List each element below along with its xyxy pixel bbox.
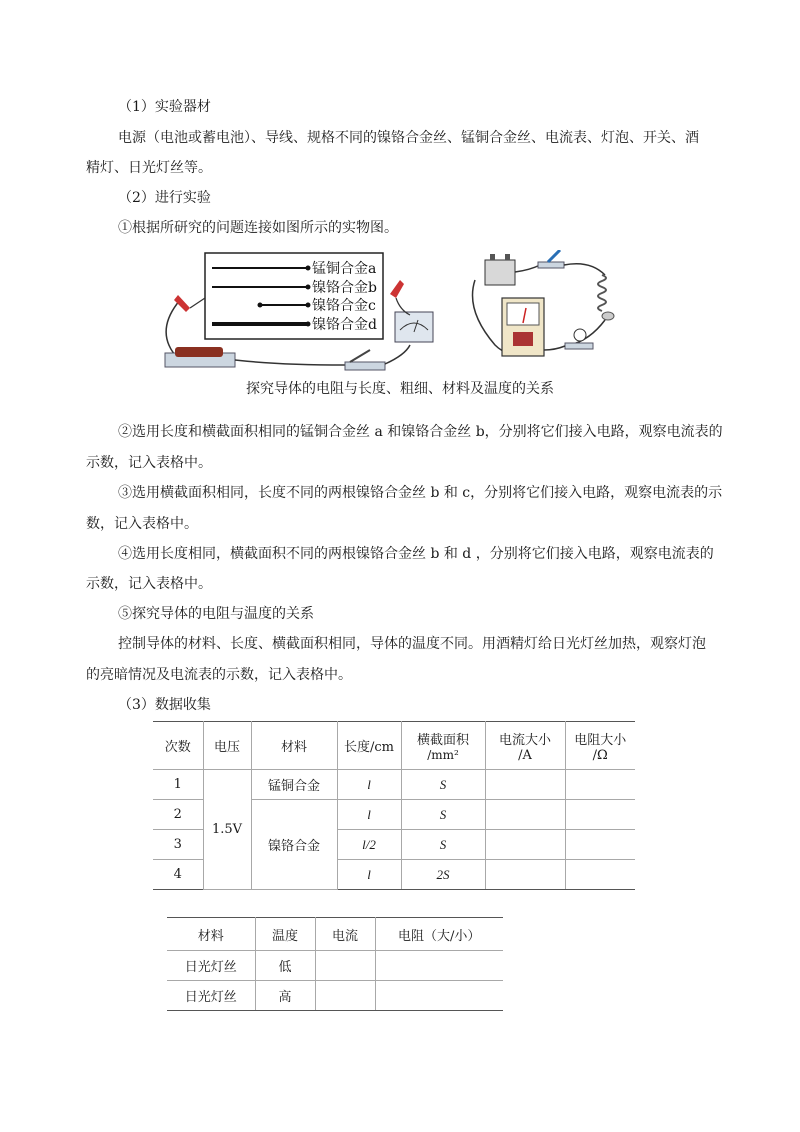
- cell-material-mn: 锰铜合金: [251, 770, 337, 800]
- cell-count: 2: [153, 800, 203, 830]
- cell-area: S: [401, 830, 485, 860]
- step5-line2: 的亮暗情况及电流表的示数，记入表格中。: [86, 667, 352, 683]
- step5-heading: ⑤探究导体的电阻与温度的关系: [118, 606, 314, 622]
- cell-length: l: [337, 800, 401, 830]
- table-row: [167, 981, 503, 1011]
- battery-box-icon: [485, 260, 515, 285]
- header-resistance-line1: 电阻大小: [574, 732, 627, 748]
- cell-material: 日光灯丝: [167, 951, 255, 981]
- cell-area: 2S: [401, 860, 485, 890]
- cell-resistance: [565, 860, 635, 890]
- step4-line2: 示数，记入表格中。: [86, 576, 212, 592]
- header-area-line1: 横截面积: [416, 733, 469, 748]
- section1-paragraph-line2: 精灯、日光灯丝等。: [86, 160, 212, 176]
- step5-line1: 控制导体的材料、长度、横截面积相同，导体的温度不同。用酒精灯给日光灯丝加热，观察灯泡: [118, 636, 706, 652]
- bulb-icon: [574, 329, 586, 341]
- cell-area: S: [401, 770, 485, 800]
- cell-voltage: 1.5V: [203, 770, 251, 890]
- wire-label-a: 锰铜合金a: [312, 261, 377, 277]
- header-current-line1: 电流大小: [498, 732, 551, 748]
- step3-line2: 数，记入表格中。: [86, 516, 198, 532]
- header-area-line2: /mm²: [427, 748, 459, 762]
- cell-count: 3: [153, 830, 203, 860]
- cell-current: [485, 770, 565, 800]
- wire-label-b: 镍铬合金b: [312, 280, 377, 296]
- switch-icon-2: [538, 262, 564, 268]
- step3-line1: ③选用横截面积相同，长度不同的两根镍铬合金丝 b 和 c，分别将它们接入电路，观察电流表的示: [118, 485, 723, 501]
- header-voltage: 电压: [203, 722, 251, 770]
- cell-resistance: [375, 981, 503, 1011]
- cell-resistance: [565, 830, 635, 860]
- battery-icon: [175, 347, 223, 357]
- step2-line2: 示数，记入表格中。: [86, 455, 212, 471]
- alcohol-lamp-icon: [602, 312, 614, 320]
- header-resistance: 电阻（大/小）: [375, 918, 503, 951]
- cell-current: [315, 981, 375, 1011]
- cell-count: 4: [153, 860, 203, 890]
- table-row: [167, 951, 503, 981]
- header-current-line2: /A: [518, 747, 532, 763]
- section1-heading: （1）实验器材: [118, 99, 211, 115]
- cell-current: [485, 800, 565, 830]
- header-material: 材料: [251, 722, 337, 770]
- cell-current: [485, 860, 565, 890]
- cell-material: 日光灯丝: [167, 981, 255, 1011]
- switch-icon: [345, 362, 385, 370]
- cell-length: l/2: [337, 830, 401, 860]
- cell-temperature: 高: [255, 981, 315, 1011]
- header-material: 材料: [167, 918, 255, 951]
- cell-length: l: [337, 860, 401, 890]
- step4-line1: ④选用长度相同，横截面积不同的两根镍铬合金丝 b 和 d ，分别将它们接入电路，观察电流表的: [118, 546, 714, 562]
- cell-resistance: [565, 770, 635, 800]
- cell-resistance: [375, 951, 503, 981]
- header-count: 次数: [153, 722, 203, 770]
- data-table-1: [153, 721, 635, 890]
- cell-count: 1: [153, 770, 203, 800]
- header-length: 长度/cm: [337, 722, 401, 770]
- circuit-illustration: [150, 250, 650, 380]
- coil-icon: [598, 275, 606, 311]
- circuit-figure: [150, 250, 650, 380]
- cell-resistance: [565, 800, 635, 830]
- cell-area: S: [401, 800, 485, 830]
- ammeter-icon: [395, 312, 433, 342]
- header-current: [485, 722, 565, 770]
- cell-current: [315, 951, 375, 981]
- cell-material-ni: 镍铬合金: [251, 800, 337, 890]
- figure-caption: 探究导体的电阻与长度、粗细、材料及温度的关系: [246, 381, 554, 397]
- step1-text: ①根据所研究的问题连接如图所示的实物图。: [118, 220, 398, 236]
- header-resistance: [565, 722, 635, 770]
- header-current: 电流: [315, 918, 375, 951]
- step2-line1: ②选用长度和横截面积相同的锰铜合金丝 a 和镍铬合金丝 b，分别将它们接入电路，观察电流表的: [118, 424, 723, 440]
- cell-temperature: 低: [255, 951, 315, 981]
- cell-length: l: [337, 770, 401, 800]
- data-table-2: [167, 917, 503, 1011]
- table-row: [153, 770, 635, 800]
- section1-paragraph-line1: 电源（电池或蓄电池）、导线、规格不同的镍铬合金丝、锰铜合金丝、电流表、灯泡、开关、酒: [118, 130, 699, 146]
- header-temperature: 温度: [255, 918, 315, 951]
- header-area: [401, 722, 485, 770]
- cell-current: [485, 830, 565, 860]
- wire-label-d: 镍铬合金d: [312, 317, 377, 333]
- clip-icon-right: [390, 280, 404, 298]
- screwdriver-icon: [548, 250, 560, 262]
- wire-label-c: 镍铬合金c: [312, 298, 376, 314]
- section2-heading: （2）进行实验: [118, 190, 211, 206]
- section3-heading: （3）数据收集: [118, 697, 211, 713]
- header-resistance-line2: /Ω: [592, 747, 608, 763]
